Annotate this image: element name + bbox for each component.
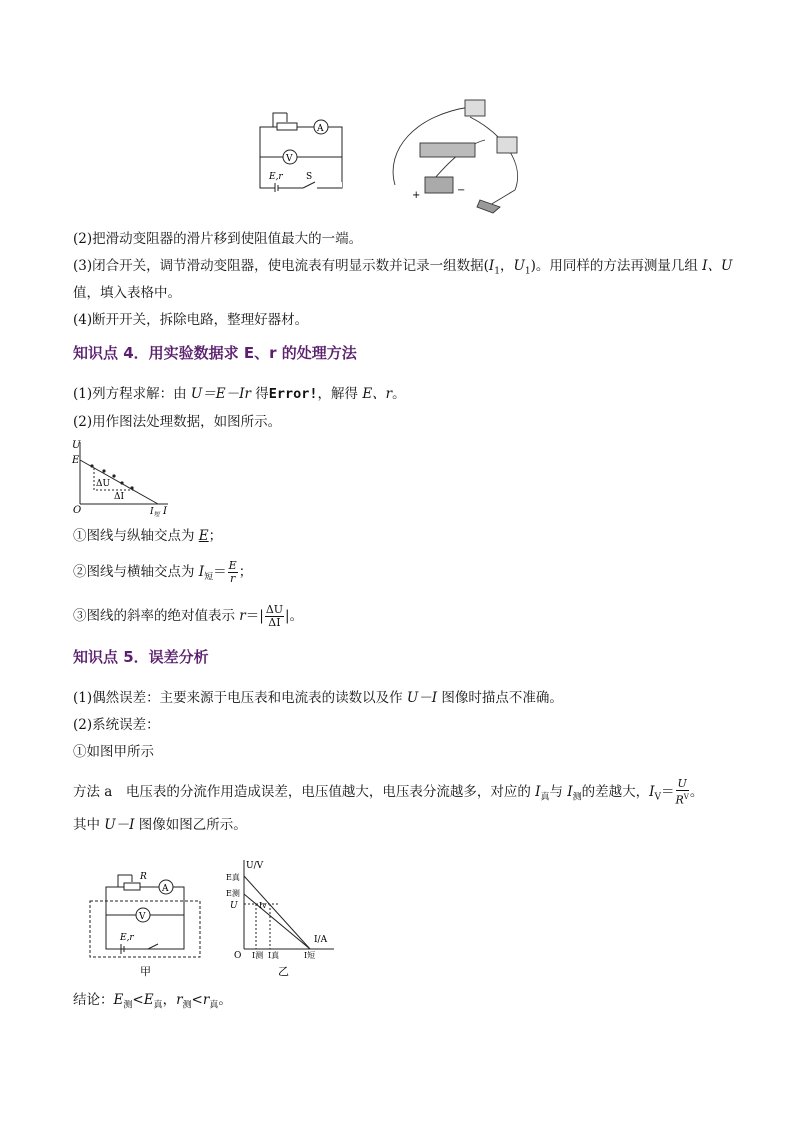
svg-text:S: S (306, 172, 313, 182)
section-heading-4: 知识点 4．用实验数据求 E、r 的处理方法 (73, 344, 357, 362)
svg-text:ΔU: ΔU (96, 479, 111, 489)
circuit-diagram-1 (255, 110, 350, 192)
svg-text:甲: 甲 (140, 965, 151, 978)
svg-text:V: V (139, 912, 146, 922)
svg-text:+: + (412, 190, 421, 201)
step-3: (3)闭合开关，调节滑动变阻器，使电流表有明显示数并记录一组数据($I_1$，$U_1$)。用同样的方法再测量几组 I、U (73, 258, 733, 277)
k5-line-2: (2)系统误差： (73, 717, 160, 733)
svg-text:E真: E真 (226, 873, 240, 882)
svg-text:V: V (286, 154, 293, 164)
k5-method-a-cont: 其中 U－I 图像如图乙所示。 (73, 817, 247, 833)
circuit-diagram-jia (88, 865, 208, 980)
svg-text:O: O (73, 505, 82, 516)
svg-text:I短: I短 (304, 951, 316, 960)
ui-graph-yi (226, 856, 338, 981)
k4-point-1: ①图线与纵轴交点为 E； (73, 528, 223, 544)
svg-text:E,r: E,r (120, 933, 134, 943)
svg-text:I: I (163, 506, 167, 517)
step-2: (2)把滑动变阻器的滑片移到使阻值最大的一端。 (73, 231, 363, 247)
svg-text:A: A (162, 884, 169, 894)
k4-line-2: (2)用作图法处理数据，如图所示。 (73, 414, 282, 430)
k4-point-2: ②图线与横轴交点为 $I_短=$ $\frac{E}{r}$ ； (73, 559, 253, 585)
svg-text:E,r: E,r (269, 172, 283, 182)
svg-text:E: E (72, 455, 80, 466)
svg-text:U: U (72, 440, 81, 451)
svg-text:I测: I测 (252, 951, 264, 960)
conclusion: 结论：$E_测<E_真$，$r_测<r_真$。 (73, 992, 232, 1011)
svg-text:Iv: Iv (259, 901, 267, 910)
svg-text:乙: 乙 (278, 965, 289, 978)
section-heading-5: 知识点 5．误差分析 (73, 648, 209, 666)
step-4: (4)断开开关，拆除电路，整理好器材。 (73, 312, 309, 328)
step-3-cont: 值，填入表格中。 (73, 285, 181, 301)
svg-text:U: U (230, 901, 238, 911)
svg-text:ΔI: ΔI (114, 492, 125, 502)
k4-line-1: (1)列方程求解：由 U＝E－Ir 得Error!，解得 E、r。 (73, 386, 406, 402)
k5-method-a: 方法 a 电压表的分流作用造成误差，电压值越大，电压表分流越多，对应的 $I_真$与 $I_测$的差越大，$I_V=$ $\frac{U}{R^V}$ 。 (73, 777, 704, 807)
k5-line-1: (1)偶然误差：主要来源于电压表和电流表的读数以及作 U－I 图像时描点不准确。 (73, 690, 563, 706)
svg-text:I/A: I/A (314, 935, 328, 945)
svg-text:I真: I真 (268, 951, 280, 960)
svg-text:E测: E测 (226, 889, 240, 898)
svg-text:U/V: U/V (246, 861, 264, 871)
k5-line-3: ①如图甲所示 (73, 744, 154, 760)
svg-text:O: O (234, 951, 242, 961)
svg-text:I短: $I_短$ (150, 507, 160, 518)
k4-point-3: ③图线的斜率的绝对值表示 r＝| $\frac{\Delta U}{\Delta I}$ |。 (73, 603, 304, 629)
svg-text:R: R (140, 872, 147, 882)
ui-graph-small (70, 438, 175, 518)
apparatus-illustration (385, 95, 535, 215)
svg-text:A: A (317, 124, 324, 134)
svg-text:−: − (457, 185, 466, 196)
